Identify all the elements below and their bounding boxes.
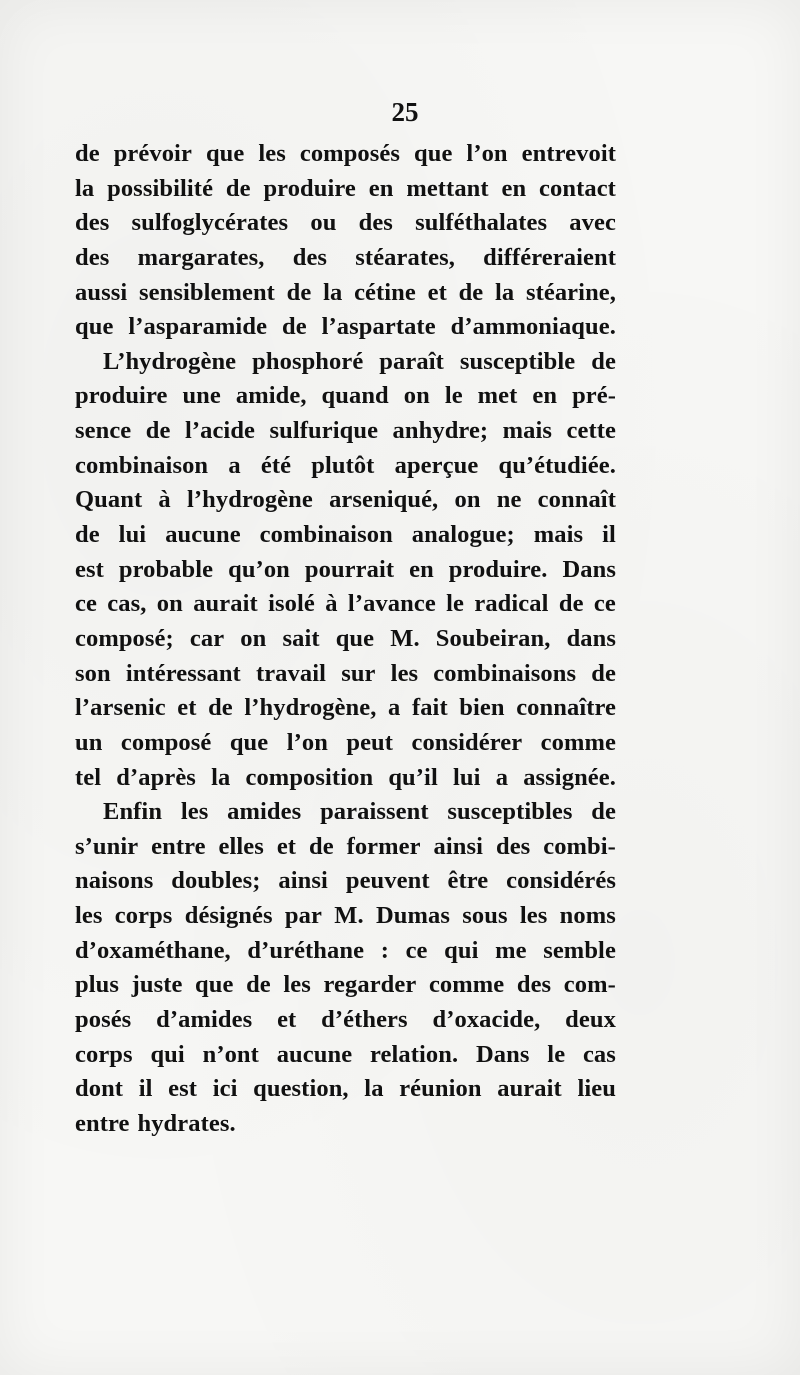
word: car	[189, 624, 225, 652]
word: qui	[444, 936, 479, 964]
word: on	[240, 624, 267, 652]
word: com-	[563, 971, 616, 999]
word: susceptible	[459, 347, 576, 375]
word: des	[495, 832, 531, 860]
word: met	[477, 382, 518, 410]
word: composé	[120, 728, 212, 756]
word: former	[346, 832, 421, 860]
word: s’unir	[75, 832, 139, 860]
word: n’ont	[202, 1040, 259, 1068]
word: des	[516, 971, 552, 999]
word: plus	[75, 971, 119, 999]
word: combinaison	[259, 521, 393, 549]
word: on	[403, 382, 430, 410]
word: on	[454, 486, 481, 514]
text-line	[75, 761, 616, 796]
text-line	[75, 795, 616, 830]
word: des	[75, 209, 110, 237]
word: de	[208, 694, 233, 722]
word: probable	[118, 555, 214, 583]
text-line	[75, 587, 616, 622]
word: le	[547, 1040, 566, 1068]
word: quand	[321, 382, 389, 410]
word: corps	[114, 902, 173, 930]
word: de	[281, 313, 307, 341]
word: que	[335, 624, 375, 652]
word: dont	[75, 1075, 124, 1103]
word: dans	[566, 624, 616, 652]
word: Quant	[75, 486, 143, 514]
word: M.	[390, 624, 420, 652]
word: à	[158, 486, 171, 514]
word: à	[325, 590, 338, 618]
word: des	[358, 209, 393, 237]
word: Enfin	[103, 798, 163, 826]
word: la	[364, 1075, 384, 1103]
word: sence	[75, 417, 132, 445]
word: que	[75, 313, 114, 341]
word: prévoir	[113, 140, 192, 167]
word: composés	[299, 140, 401, 167]
word: isolé	[268, 590, 315, 618]
word: combinaison	[75, 451, 209, 479]
word: mais	[502, 417, 553, 445]
word: entre	[151, 832, 206, 860]
text-line	[75, 1038, 616, 1073]
word: être	[447, 867, 489, 895]
word: l’aspartate	[321, 313, 436, 341]
word: les	[519, 902, 548, 930]
word: anhydre;	[392, 417, 489, 445]
text-line	[75, 1003, 616, 1038]
word: Dumas	[375, 902, 450, 930]
word: l’arsenic	[75, 694, 166, 722]
word: d’uréthane	[247, 936, 365, 964]
word: produire	[75, 382, 168, 410]
word: intéressant	[125, 659, 241, 687]
text-line	[75, 172, 616, 207]
word: les	[180, 798, 209, 826]
word: en	[501, 174, 527, 202]
word: relation.	[369, 1040, 459, 1068]
word: Dans	[475, 1040, 530, 1068]
word: plutôt	[311, 451, 375, 479]
text-line	[75, 310, 616, 345]
word: deux	[565, 1006, 616, 1034]
word: pré-	[572, 382, 616, 410]
word: l’avance	[347, 590, 436, 618]
word: arseniqué,	[329, 486, 439, 514]
word: les	[283, 971, 311, 999]
word: stéarine,	[525, 278, 616, 306]
word: l’on	[466, 140, 508, 167]
word: les	[75, 902, 103, 930]
word: ou	[310, 209, 337, 237]
word: d’après	[116, 763, 196, 791]
word: assignée.	[523, 763, 616, 791]
word: est	[168, 1075, 198, 1103]
word: que	[195, 971, 234, 999]
text-line	[75, 518, 616, 553]
word: ne	[496, 486, 522, 514]
text-line	[75, 657, 616, 692]
word: susceptibles	[447, 798, 573, 826]
word: il	[602, 521, 616, 549]
word: cette	[566, 417, 616, 445]
word: sulfoglycérates	[131, 209, 289, 237]
word: de	[225, 174, 251, 202]
word: question,	[253, 1075, 349, 1103]
word: considérer	[411, 728, 523, 756]
word: le	[444, 382, 463, 410]
text-line	[75, 864, 616, 899]
word: la	[211, 763, 231, 791]
word: l’asparamide	[128, 313, 268, 341]
text-line	[75, 726, 616, 761]
word: sous	[462, 902, 508, 930]
word: d’éthers	[321, 1006, 408, 1034]
word: d’ammoniaque.	[450, 313, 616, 341]
word: peuvent	[345, 867, 430, 895]
word: une	[182, 382, 221, 410]
word: et	[427, 278, 447, 306]
word: ici	[212, 1075, 238, 1103]
word: il	[138, 1075, 153, 1103]
text-line	[75, 276, 616, 311]
word: que	[205, 140, 245, 167]
text-line	[75, 691, 616, 726]
word: la	[494, 278, 515, 306]
word: Dans	[562, 555, 616, 583]
word: et	[276, 832, 297, 860]
word: sensiblement	[138, 278, 275, 306]
text-line	[75, 622, 616, 657]
word: l’hydrogène,	[244, 694, 377, 722]
word: connaître	[516, 694, 616, 722]
word: de	[75, 521, 100, 549]
text-line	[75, 483, 616, 518]
word: de	[246, 971, 271, 999]
word: travail	[255, 659, 327, 687]
text-line	[75, 449, 616, 484]
word: aurait	[193, 590, 258, 618]
word: M.	[334, 902, 364, 930]
word: ainsi	[433, 832, 484, 860]
word: de	[286, 278, 312, 306]
word: a	[228, 451, 241, 479]
word: doubles;	[171, 867, 261, 895]
word: par	[284, 902, 322, 930]
word: :	[380, 936, 389, 964]
word: fait	[411, 694, 448, 722]
word: qu’étudiée.	[498, 451, 616, 479]
word: des	[75, 243, 110, 271]
text-line	[75, 206, 616, 241]
word: avec	[569, 209, 616, 237]
word: sur	[341, 659, 376, 687]
text-line	[75, 137, 616, 172]
word: sulfurique	[269, 417, 379, 445]
word: possibilité	[107, 174, 214, 202]
page-number: 25	[391, 97, 419, 127]
word: amides	[227, 798, 302, 826]
word: entre	[75, 1109, 130, 1137]
word: de	[75, 140, 100, 167]
word: réunion	[399, 1075, 482, 1103]
text-line	[75, 934, 616, 969]
word: elles	[218, 832, 264, 860]
word: amide,	[235, 382, 307, 410]
word: de	[458, 278, 484, 306]
word: et	[277, 1006, 297, 1034]
word: désignés	[184, 902, 273, 930]
word: aperçue	[394, 451, 479, 479]
text-line	[75, 830, 616, 865]
word: que	[229, 728, 269, 756]
word: paraît	[379, 347, 444, 375]
word: entrevoit	[521, 140, 616, 167]
word: considérés	[506, 867, 616, 895]
word: aurait	[497, 1075, 562, 1103]
word: L’hydrogène	[103, 347, 237, 375]
word: regarder	[323, 971, 417, 999]
word: d’amides	[156, 1006, 253, 1034]
word: aucune	[276, 1040, 353, 1068]
word: qu’on	[228, 555, 290, 583]
word: que	[414, 140, 453, 167]
word: l’acide	[184, 417, 256, 445]
word: de	[558, 590, 584, 618]
word: hydrates.	[137, 1109, 236, 1137]
word: composé;	[75, 624, 174, 652]
word: de	[591, 347, 616, 375]
word: aussi	[75, 278, 128, 306]
word: comme	[428, 971, 505, 999]
word: la	[75, 174, 95, 202]
word: peut	[346, 728, 394, 756]
text-line	[75, 899, 616, 934]
word: ce	[75, 590, 97, 618]
word: ainsi	[278, 867, 328, 895]
word: été	[260, 451, 292, 479]
word: produire.	[448, 555, 548, 583]
word: en	[368, 174, 394, 202]
text-line	[75, 379, 616, 414]
text-line	[75, 241, 616, 276]
word: radical	[474, 590, 549, 618]
word: qui	[150, 1040, 185, 1068]
word: cétine	[354, 278, 416, 306]
word: sait	[282, 624, 320, 652]
word: de	[145, 417, 171, 445]
word: a	[388, 694, 401, 722]
word: d’oxacide,	[432, 1006, 541, 1034]
word: stéarates,	[355, 243, 455, 271]
word: margarates,	[137, 243, 265, 271]
word: tel	[75, 763, 102, 791]
word: analogue;	[411, 521, 515, 549]
word: juste	[131, 971, 183, 999]
word: son	[75, 659, 111, 687]
word: et	[177, 694, 197, 722]
word: lui	[453, 763, 481, 791]
word: on	[156, 590, 183, 618]
word: me	[495, 936, 527, 964]
word: composition	[245, 763, 374, 791]
word: aucune	[165, 521, 241, 549]
word: d’oxaméthane,	[75, 936, 231, 964]
word: corps	[75, 1040, 133, 1068]
word: en	[532, 382, 558, 410]
word: mais	[533, 521, 584, 549]
word: l’on	[286, 728, 328, 756]
word: phosphoré	[252, 347, 364, 375]
word: des	[292, 243, 328, 271]
text-line	[75, 1072, 616, 1107]
word: le	[446, 590, 465, 618]
word: qu’il	[388, 763, 438, 791]
text-line	[75, 553, 616, 588]
word: pourrait	[304, 555, 395, 583]
word: de	[308, 832, 334, 860]
word: de	[591, 798, 616, 826]
word: les	[390, 659, 419, 687]
word: comme	[540, 728, 616, 756]
word: ce	[405, 936, 428, 964]
word: connaît	[537, 486, 616, 514]
word: mettant	[406, 174, 489, 202]
word: paraissent	[320, 798, 429, 826]
word: cas	[582, 1040, 616, 1068]
word: naisons	[75, 867, 154, 895]
word: posés	[75, 1006, 132, 1034]
word: un	[75, 728, 103, 756]
text-line	[75, 345, 616, 380]
word: noms	[559, 902, 616, 930]
word: différeraient	[483, 243, 616, 271]
word: les	[258, 140, 286, 167]
word: la	[323, 278, 343, 306]
word: combi-	[543, 832, 616, 860]
word: a	[495, 763, 509, 791]
word: produire	[263, 174, 356, 202]
word: en	[409, 555, 434, 583]
word: cas,	[107, 590, 147, 618]
word: combinaisons	[433, 659, 577, 687]
text-line	[75, 1107, 616, 1142]
word: sulféthalates	[415, 209, 548, 237]
body-text	[75, 137, 616, 1142]
word: lui	[118, 521, 147, 549]
word: de	[591, 659, 616, 687]
text-line	[75, 414, 616, 449]
word: ce	[593, 590, 616, 618]
word: est	[75, 555, 104, 583]
word: l’hydrogène	[186, 486, 313, 514]
word: semble	[543, 936, 616, 964]
word: bien	[459, 694, 505, 722]
word: contact	[539, 174, 616, 202]
text-line	[75, 968, 616, 1003]
word: lieu	[577, 1075, 616, 1103]
word: Soubeiran,	[435, 624, 551, 652]
